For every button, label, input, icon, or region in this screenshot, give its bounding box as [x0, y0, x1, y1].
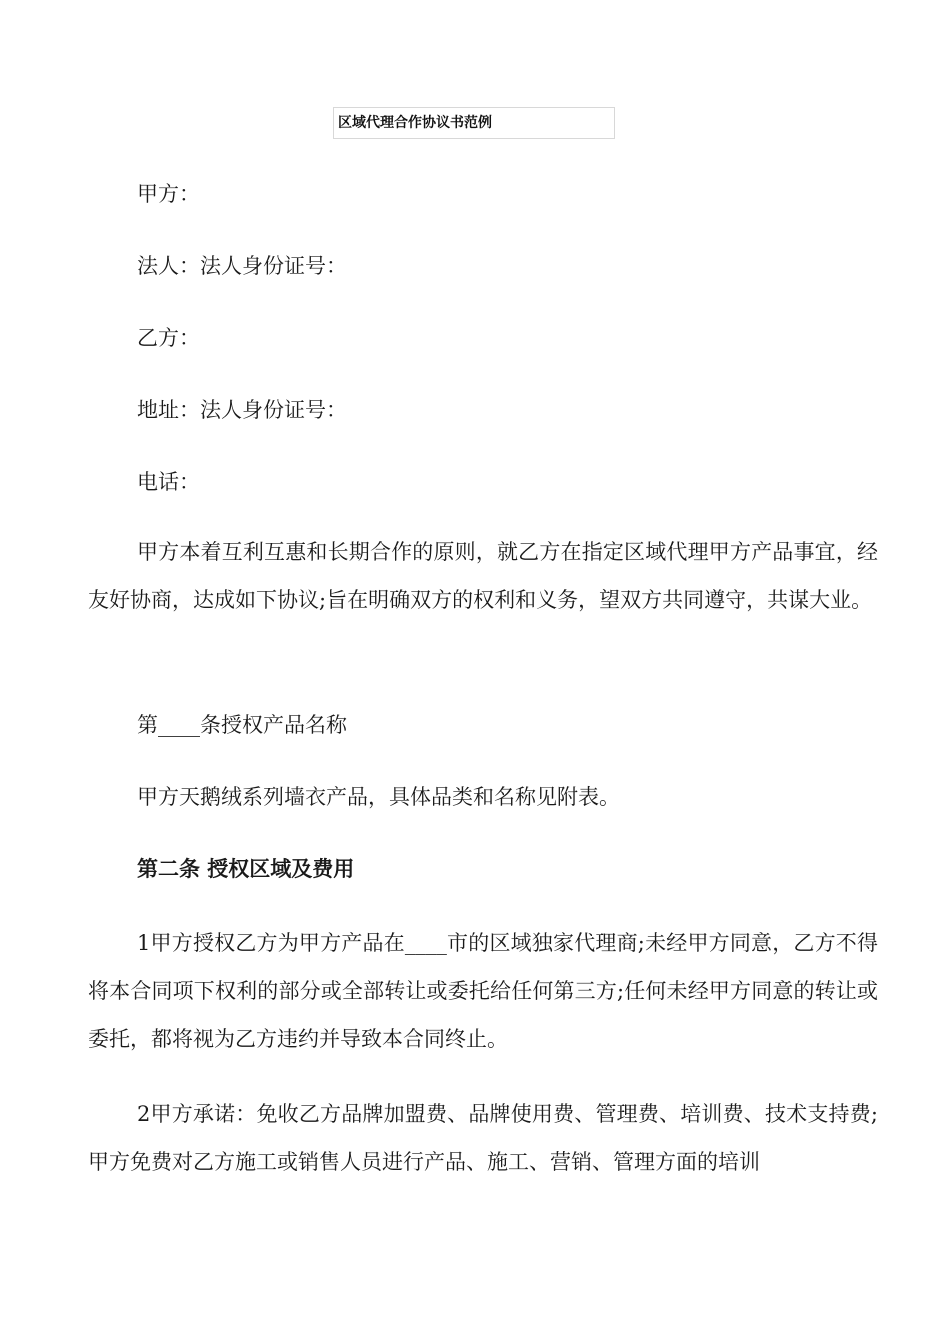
- intro-paragraph: 甲方本着互利互惠和长期合作的原则，就乙方在指定区域代理甲方产品事宜，经友好协商，达成如下协议;旨在明确双方的权利和义务，望双方共同遵守，共谋大业。: [88, 540, 878, 612]
- clause-1-paragraph: 1甲方授权乙方为甲方产品在____市的区域独家代理商;未经甲方同意，乙方不得将本合同项下权利的部分或全部转让或委托给任何第三方;任何未经甲方同意的转让或委托，都将视为乙方违约并导致本合同终止。: [88, 931, 878, 1051]
- document-title: 区域代理合作协议书范例: [333, 107, 615, 139]
- article-1-heading: 第____条授权产品名称: [137, 713, 347, 737]
- party-a-label: 甲方：: [137, 182, 200, 206]
- address-line: 地址：法人身份证号：: [137, 398, 347, 422]
- phone-line: 电话：: [137, 470, 200, 494]
- article-2-heading: 第二条 授权区域及费用: [137, 857, 355, 881]
- article-1-body: 甲方天鹅绒系列墙衣产品，具体品类和名称见附表。: [137, 785, 620, 809]
- legal-rep-line: 法人：法人身份证号：: [137, 254, 347, 278]
- clause-2-paragraph: 2甲方承诺：免收乙方品牌加盟费、品牌使用费、管理费、培训费、技术支持费;甲方免费对乙方施工或销售人员进行产品、施工、营销、管理方面的培训: [88, 1102, 878, 1174]
- party-b-label: 乙方：: [137, 326, 200, 350]
